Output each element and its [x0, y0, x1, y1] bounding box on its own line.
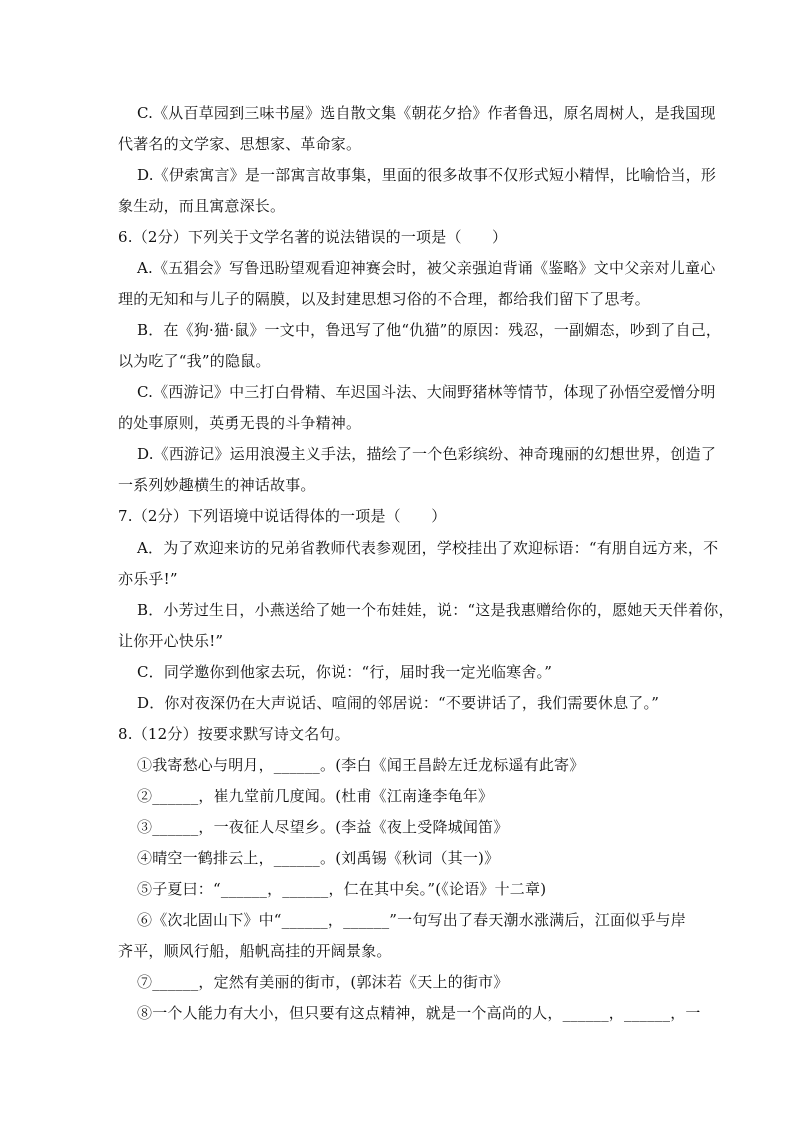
question-8-stem: 8.（12分）按要求默写诗文名句。 [118, 725, 350, 743]
question-6-stem: 6.（2分）下列关于文学名著的说法错误的一项是（ ） [118, 228, 508, 246]
question-6-option-d-line-1: D.《西游记》运用浪漫主义手法，描绘了一个色彩缤纷、神奇瑰丽的幻想世界，创造了 [137, 445, 717, 463]
question-8-item-1: ①我寄愁心与明月，______。(李白《闻王昌龄左迁龙标遥有此寄》 [137, 756, 585, 774]
question-6-option-a-line-1: A.《五猖会》写鲁迅盼望观看迎神赛会时，被父亲强迫背诵《鉴略》文中父亲对儿童心 [137, 259, 716, 277]
question-6-option-d-line-2: 一系列妙趣横生的神话故事。 [118, 476, 316, 494]
question-8-item-2: ②______，崔九堂前几度闻。(杜甫《江南逢李龟年》 [137, 787, 494, 805]
question-6-option-a-line-2: 理的无知和与儿子的隔膜，以及封建思想习俗的不合理，都给我们留下了思考。 [118, 290, 651, 308]
question-7-option-c: C．同学邀你到他家去玩，你说：“行，届时我一定光临寒舍。” [137, 663, 553, 681]
question-7-option-a-line-1: A．为了欢迎来访的兄弟省教师代表参观团，学校挂出了欢迎标语：“有朋自远方来，不 [137, 539, 719, 557]
question-6-option-b-line-1: B．在《狗·猫·鼠》一文中，鲁迅写了他“仇猫”的原因：残忍，一副媚态，吵到了自己， [137, 321, 722, 339]
question-6-option-c-line-2: 的处事原则，英勇无畏的斗争精神。 [118, 414, 362, 432]
question-6-option-b-line-2: 以为吃了“我”的隐鼠。 [118, 352, 271, 370]
question-6-option-c-line-1: C.《西游记》中三打白骨精、车迟国斗法、大闹野猪林等情节，体现了孙悟空爱憎分明 [137, 383, 716, 401]
question-8-item-4: ④晴空一鹤排云上，______。(刘禹锡《秋词（其一)》 [137, 849, 500, 867]
question-7-option-b-line-2: 让你开心快乐!” [118, 632, 224, 650]
question-7-option-d: D．你对夜深仍在大声说话、喧闹的邻居说：“不要讲话了，我们需要休息了。” [137, 694, 660, 712]
question-7-option-a-line-2: 亦乐乎!” [118, 570, 178, 588]
question-8-item-7: ⑦______，定然有美丽的街市，(郭沫若《天上的街市》 [137, 973, 509, 991]
question-8-item-3: ③______，一夜征人尽望乡。(李益《夜上受降城闻笛》 [137, 818, 509, 836]
question-8-item-6-line-2: 齐平，顺风行船，船帆高挂的开阔景象。 [118, 942, 392, 960]
question-8-item-8: ⑧一个人能力有大小，但只要有这点精神，就是一个高尚的人，______，______，一 [137, 1004, 701, 1022]
question-5-option-d-line-1: D.《伊索寓言》是一部寓言故事集，里面的很多故事不仅形式短小精悍，比喻恰当，形 [137, 166, 717, 184]
question-5-option-d-line-2: 象生动，而且寓意深长。 [118, 197, 286, 215]
question-5-option-c-line-1: C.《从百草园到三味书屋》选自散文集《朝花夕拾》作者鲁迅，原名周树人，是我国现 [137, 104, 716, 122]
question-7-stem: 7.（2分）下列语境中说话得体的一项是（ ） [118, 507, 447, 525]
question-8-item-5: ⑤子夏曰：“______，______，仁在其中矣。”(《论语》十二章) [137, 880, 547, 898]
question-5-option-c-line-2: 代著名的文学家、思想家、革命家。 [118, 135, 362, 153]
question-8-item-6-line-1: ⑥《次北固山下》中“______，______”一句写出了春天潮水涨满后，江面似乎与岸 [137, 911, 686, 929]
question-7-option-b-line-1: B．小芳过生日，小燕送给了她一个布娃娃，说：“这是我惠赠给你的，愿她天天伴着你， [137, 601, 734, 619]
